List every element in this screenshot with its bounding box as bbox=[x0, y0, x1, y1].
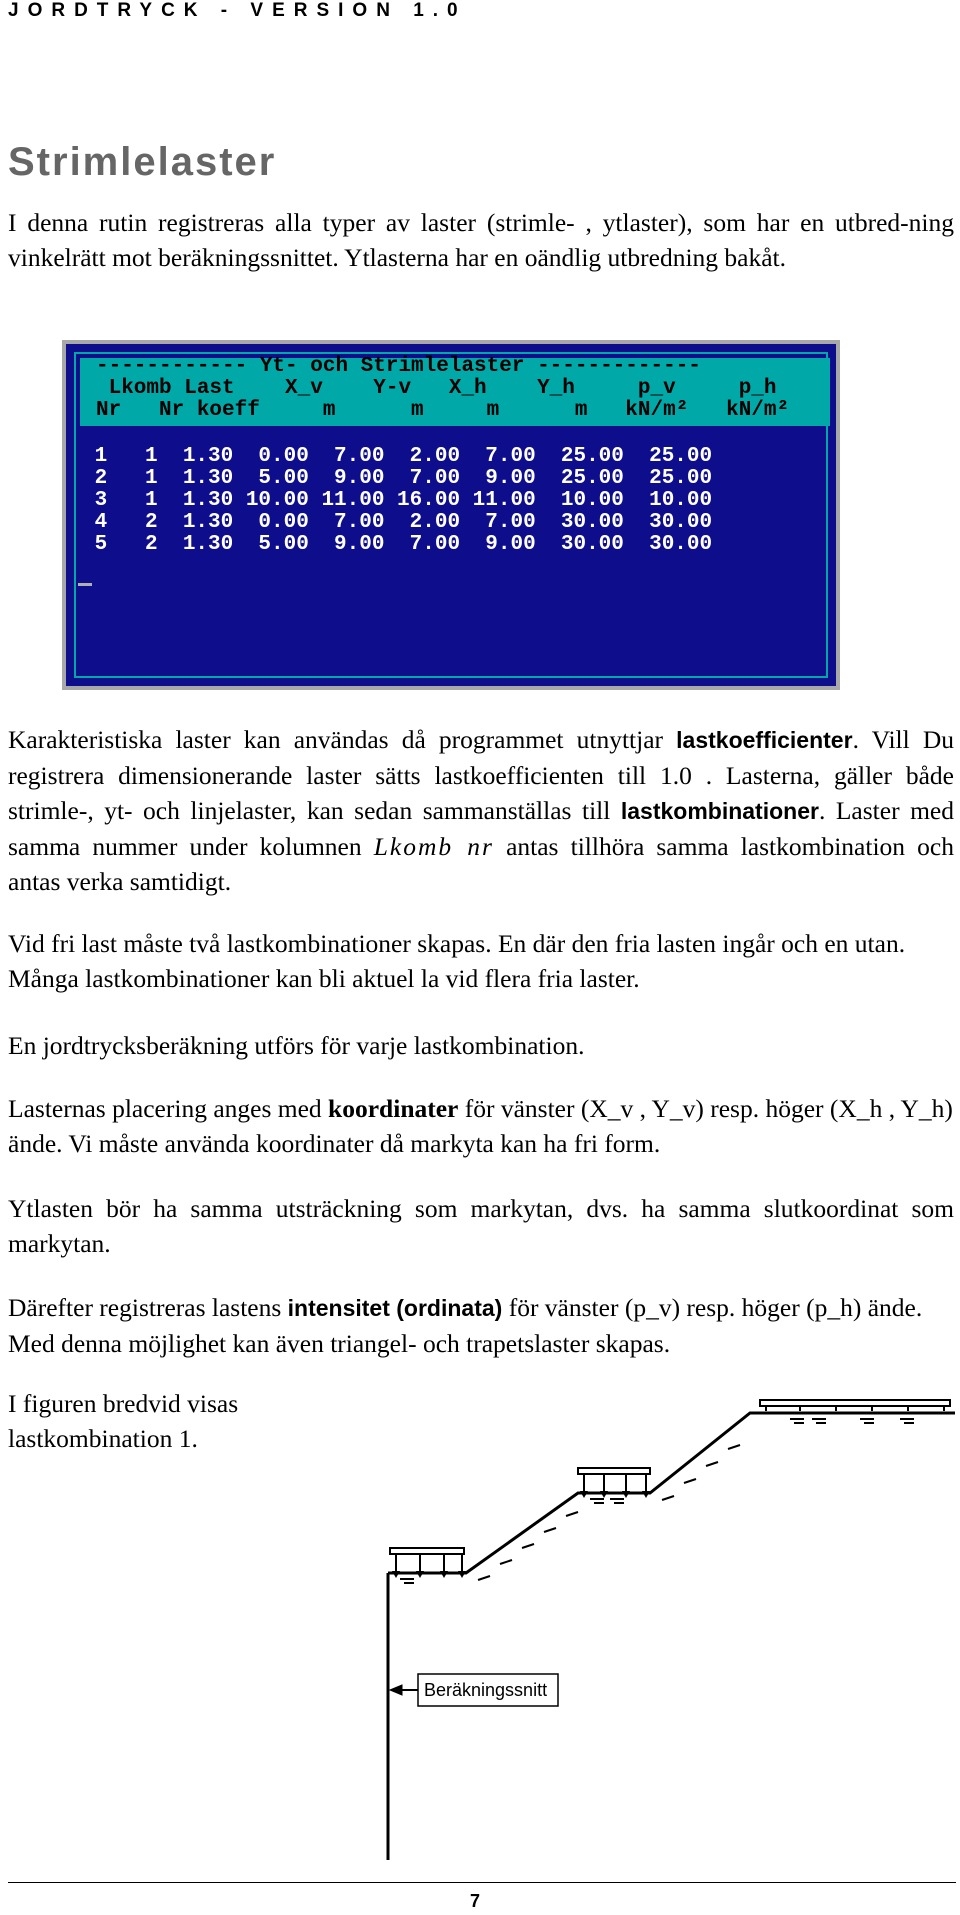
strip-load-1 bbox=[390, 1548, 464, 1571]
figure-caption: I figuren bredvid visas lastkombination 1. bbox=[8, 1389, 239, 1453]
screen-data-row: 1 1 1.30 0.00 7.00 2.00 7.00 25.00 25.00 bbox=[82, 445, 713, 468]
screen-data-row: 5 2 1.30 5.00 9.00 7.00 9.00 30.00 30.00 bbox=[82, 533, 713, 556]
paragraph-earth-pressure: En jordtrycksberäkning utförs för varje lastkombination. bbox=[8, 1031, 585, 1060]
section-title: Strimlelaster bbox=[8, 140, 277, 184]
term-lkomb-nr: Lkomb nr bbox=[373, 832, 494, 861]
screen-column-line-2: Nr Nr koeff m m m m kN/m² kN/m² bbox=[96, 399, 790, 422]
term-intensitet: intensitet (ordinata) bbox=[287, 1295, 503, 1321]
paragraph-load-coefficients: Karakteristiska laster kan användas då programmet utnyttjar lastkoefficienter. Vill Du registrera dimensionerande laster sätts lastkoefficienten till 1.0 . Lasterna, gäller både strimle-, yt- och linjelaster, kan sedan sammanställas till lastkombinationer. Laster med samma nummer under kolumnen Lkomb nr antas tillhöra samma lastkombination och antas verka samtidigt. bbox=[8, 725, 955, 896]
term-koordinater: koordinater bbox=[328, 1094, 459, 1123]
term-lastkombinationer: lastkombinationer bbox=[620, 798, 819, 824]
paragraph-intensity: Därefter registreras lastens intensitet (ordinata) för vänster (p_v) resp. höger (p_h) ände. Med denna möjlighet kan även triangel- och trapetslaster skapas. bbox=[8, 1293, 923, 1358]
surface-load-3 bbox=[760, 1400, 950, 1411]
ground-hatching bbox=[400, 1419, 914, 1583]
term-lastkoefficienter: lastkoefficienter bbox=[676, 727, 853, 753]
screen-column-line-1: Lkomb Last X_v Y-v X_h Y_h p_v p_h bbox=[96, 377, 777, 400]
strip-load-2 bbox=[578, 1468, 650, 1491]
footer-rule bbox=[8, 1882, 956, 1883]
paragraph-free-load: Vid fri last måste två lastkombinationer skapas. En där den fria lasten ingår och en utan. Många lastkombinationer kan bli aktuel la vid flera fria laster. bbox=[8, 929, 906, 993]
screen-data-row: 3 1 1.30 10.00 11.00 16.00 11.00 10.00 10.00 bbox=[82, 489, 713, 512]
label-arrowhead bbox=[390, 1685, 402, 1695]
screen-data-row: 4 2 1.30 0.00 7.00 2.00 7.00 30.00 30.00 bbox=[82, 511, 713, 534]
paragraph-surface-load: Ytlasten bör ha samma utsträckning som markytan, dvs. ha samma slutkoordinat som markytan. bbox=[8, 1194, 954, 1258]
screen-title-line: ------------ Yt- och Strimlelaster ------------- bbox=[96, 355, 701, 378]
page-number: 7 bbox=[470, 1891, 481, 1911]
screen-data-row: 2 1 1.30 5.00 9.00 7.00 9.00 25.00 25.00 bbox=[82, 467, 713, 490]
figure-label: Beräkningssnitt bbox=[424, 1680, 548, 1700]
intro-paragraph: I denna rutin registreras alla typer av laster (strimle- , ytlaster), som har en utbred-ning vinkelrätt mot beräkningssnittet. Ytlasterna har en oändlig utbredning bakåt. bbox=[8, 208, 954, 272]
ground-surface bbox=[388, 1413, 955, 1573]
paragraph-coordinates: Lasternas placering anges med koordinater för vänster (X_v , Y_v) resp. höger (X_h , Y_h) ände. Vi måste använda koordinater då markyta kan ha fri form. bbox=[8, 1094, 953, 1158]
running-header: JORDTRYCK - VERSION 1.0 bbox=[8, 0, 467, 21]
